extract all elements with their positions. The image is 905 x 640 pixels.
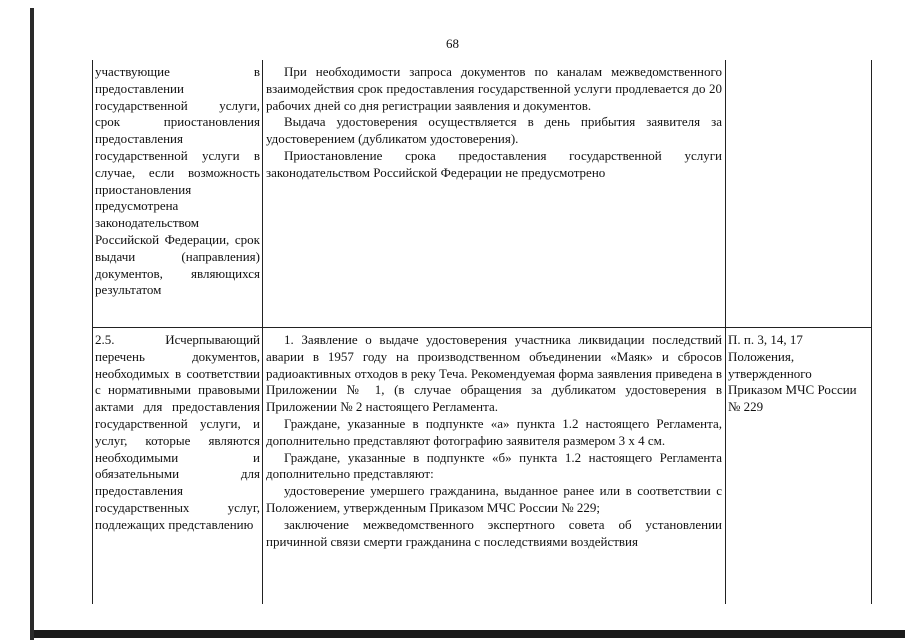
regulation-table	[92, 60, 872, 604]
table-row-1-content	[266, 64, 722, 326]
row-2-paragraph-2: Граждане, указанные в подпункте «а» пункта 1.2 настоящего Регламента, дополнительно представляют фотографию заявителя размером 3 х 4 см.	[266, 415, 722, 448]
table-row-1-reference	[728, 64, 869, 326]
row-2-criteria-text: 2.5. Исчерпывающий перечень документов, необходимых в соответствии с нормативными правовыми актами для предоставления государственной услуги, и услуг, которые являются необходимыми и обязательными для предоставления государственных услуг, подлежащих представлению	[95, 332, 260, 532]
table-row-1-criteria	[95, 64, 260, 326]
scan-edge-left	[30, 8, 34, 640]
table-row-2-content	[266, 332, 722, 602]
table-row-2-reference	[728, 332, 869, 602]
row-2-paragraph-4: удостоверение умершего гражданина, выданное ранее или в соответствии с Положением, утвержденным Приказом МЧС России № 229;	[266, 483, 722, 515]
scan-edge-bottom	[34, 630, 905, 638]
row-2-reference-text: П. п. 3, 14, 17 Положения, утвержденного Приказом МЧС России № 229	[728, 332, 857, 415]
table-row-2-criteria	[95, 332, 260, 602]
column-divider-2	[725, 60, 726, 604]
table-border-right	[871, 60, 872, 604]
row-1-paragraph-2: Выдача удостоверения осуществляется в день прибытия заявителя за удостоверением (дубликатом удостоверения).	[266, 114, 722, 147]
row-2-paragraph-1: 1. Заявление о выдаче удостоверения участника ликвидации последствий аварии в 1957 году на производственном объединении «Маяк» и сбросов радиоактивных отходов в реку Теча. Рекомендуемая форма заявления приведена в Приложении № 1, (в случае обращения за дубликатом удостоверения в Приложении № 2 настоящего Регламента.	[266, 332, 722, 415]
row-1-paragraph-1: При необходимости запроса документов по каналам межведомственного взаимодействия срок предоставления государственной услуги продлевается до 20 рабочих дней со дня регистрации заявления и документов.	[266, 64, 722, 113]
row-2-paragraph-5: заключение межведомственного экспертного совета об установлении причинной связи смерти гражданина с последствиями воздействия	[266, 516, 722, 549]
row-2-paragraph-3: Граждане, указанные в подпункте «б» пункта 1.2 настоящего Регламента дополнительно представляют:	[266, 449, 722, 482]
row-divider	[92, 327, 872, 328]
table-border-left	[92, 60, 93, 604]
row-1-criteria-text: участвующие в предоставлении государственной услуги, срок приостановления предоставления государственной услуги в случае, если возможность приостановления предусмотрена законодательством Российской Федерации, срок выдачи (направления) документов, являющихся результатом	[95, 64, 260, 298]
column-divider-1	[262, 60, 263, 604]
page-number: 68	[446, 36, 459, 51]
row-1-paragraph-3: Приостановление срока предоставления государственной услуги законодательством Российской Федерации не предусмотрено	[266, 147, 722, 180]
